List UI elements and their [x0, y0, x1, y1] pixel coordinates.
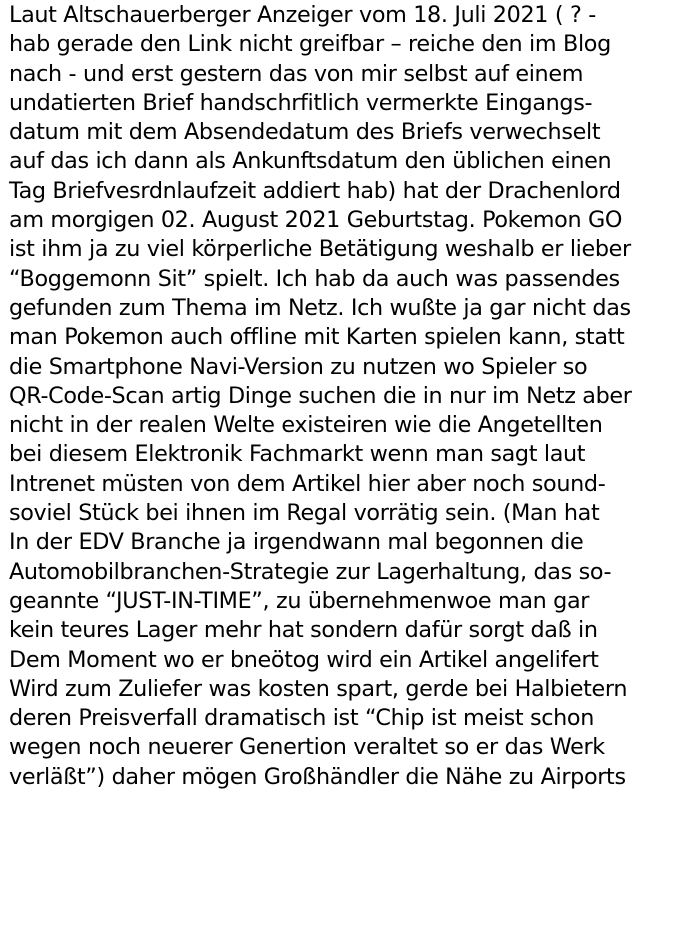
- text-line: QR-Code-Scan artig Dinge suchen die in nur im Netz aber: [9, 382, 632, 409]
- text-line: auf das ich dann als Ankunftsdatum den üblichen einen: [9, 148, 612, 175]
- text-line: hab gerade den Link nicht greifbar – reiche den im Blog: [9, 31, 611, 58]
- text-line: kein teures Lager mehr hat sondern dafür sorgt daß in: [9, 617, 598, 644]
- text-line: Laut Altschauerberger Anzeiger vom 18. Juli 2021 ( ? -: [9, 2, 596, 28]
- text-line: In der EDV Branche ja irgendwann mal begonnen die: [9, 529, 584, 556]
- text-line: bei diesem Elektronik Fachmarkt wenn man sagt laut: [9, 441, 586, 468]
- text-line: geannte “JUST-IN-TIME”, zu übernehmenwoe man gar: [9, 587, 590, 614]
- text-line: Tag Briefvesrdnlaufzeit addiert hab) hat der Drachenlord: [9, 177, 621, 204]
- text-line: deren Preisverfall dramatisch ist “Chip ist meist schon: [9, 705, 594, 732]
- text-line: “Boggemonn Sit” spielt. Ich hab da auch was passendes: [9, 265, 620, 292]
- document-body-text: [9, 1, 681, 792]
- text-line: die Smartphone Navi-Version zu nutzen wo Spieler so: [9, 353, 588, 380]
- text-line: wegen noch neuerer Genertion veraltet so er das Werk: [9, 734, 605, 761]
- text-line: ist ihm ja zu viel körperliche Betätigung weshalb er lieber: [9, 236, 631, 263]
- text-line: man Pokemon auch offline mit Karten spielen kann, statt: [9, 324, 625, 351]
- text-line: Wird zum Zuliefer was kosten spart, gerde bei Halbietern: [9, 675, 628, 702]
- text-line: verläßt”) daher mögen Großhändler die Nähe zu Airports: [9, 763, 626, 790]
- text-line: datum mit dem Absendedatum des Briefs verwechselt: [9, 119, 601, 146]
- text-line: nach - und erst gestern das von mir selbst auf einem: [9, 60, 584, 87]
- text-line: gefunden zum Thema im Netz. Ich wußte ja gar nicht das: [9, 294, 631, 321]
- text-line: Automobilbranchen-Strategie zur Lagerhaltung, das so-: [9, 558, 612, 585]
- text-line: nicht in der realen Welte existeiren wie die Angetellten: [9, 412, 603, 439]
- text-line: Dem Moment wo er bneötog wird ein Artikel angelifert: [9, 646, 599, 673]
- text-line: soviel Stück bei ihnen im Regal vorrätig sein. (Man hat: [9, 500, 600, 527]
- text-line: undatierten Brief handschrfitlich vermerkte Eingangs-: [9, 89, 593, 116]
- text-line: Intrenet müsten von dem Artikel hier aber noch sound-: [9, 470, 606, 497]
- text-line: am morgigen 02. August 2021 Geburtstag. Pokemon GO: [9, 207, 623, 234]
